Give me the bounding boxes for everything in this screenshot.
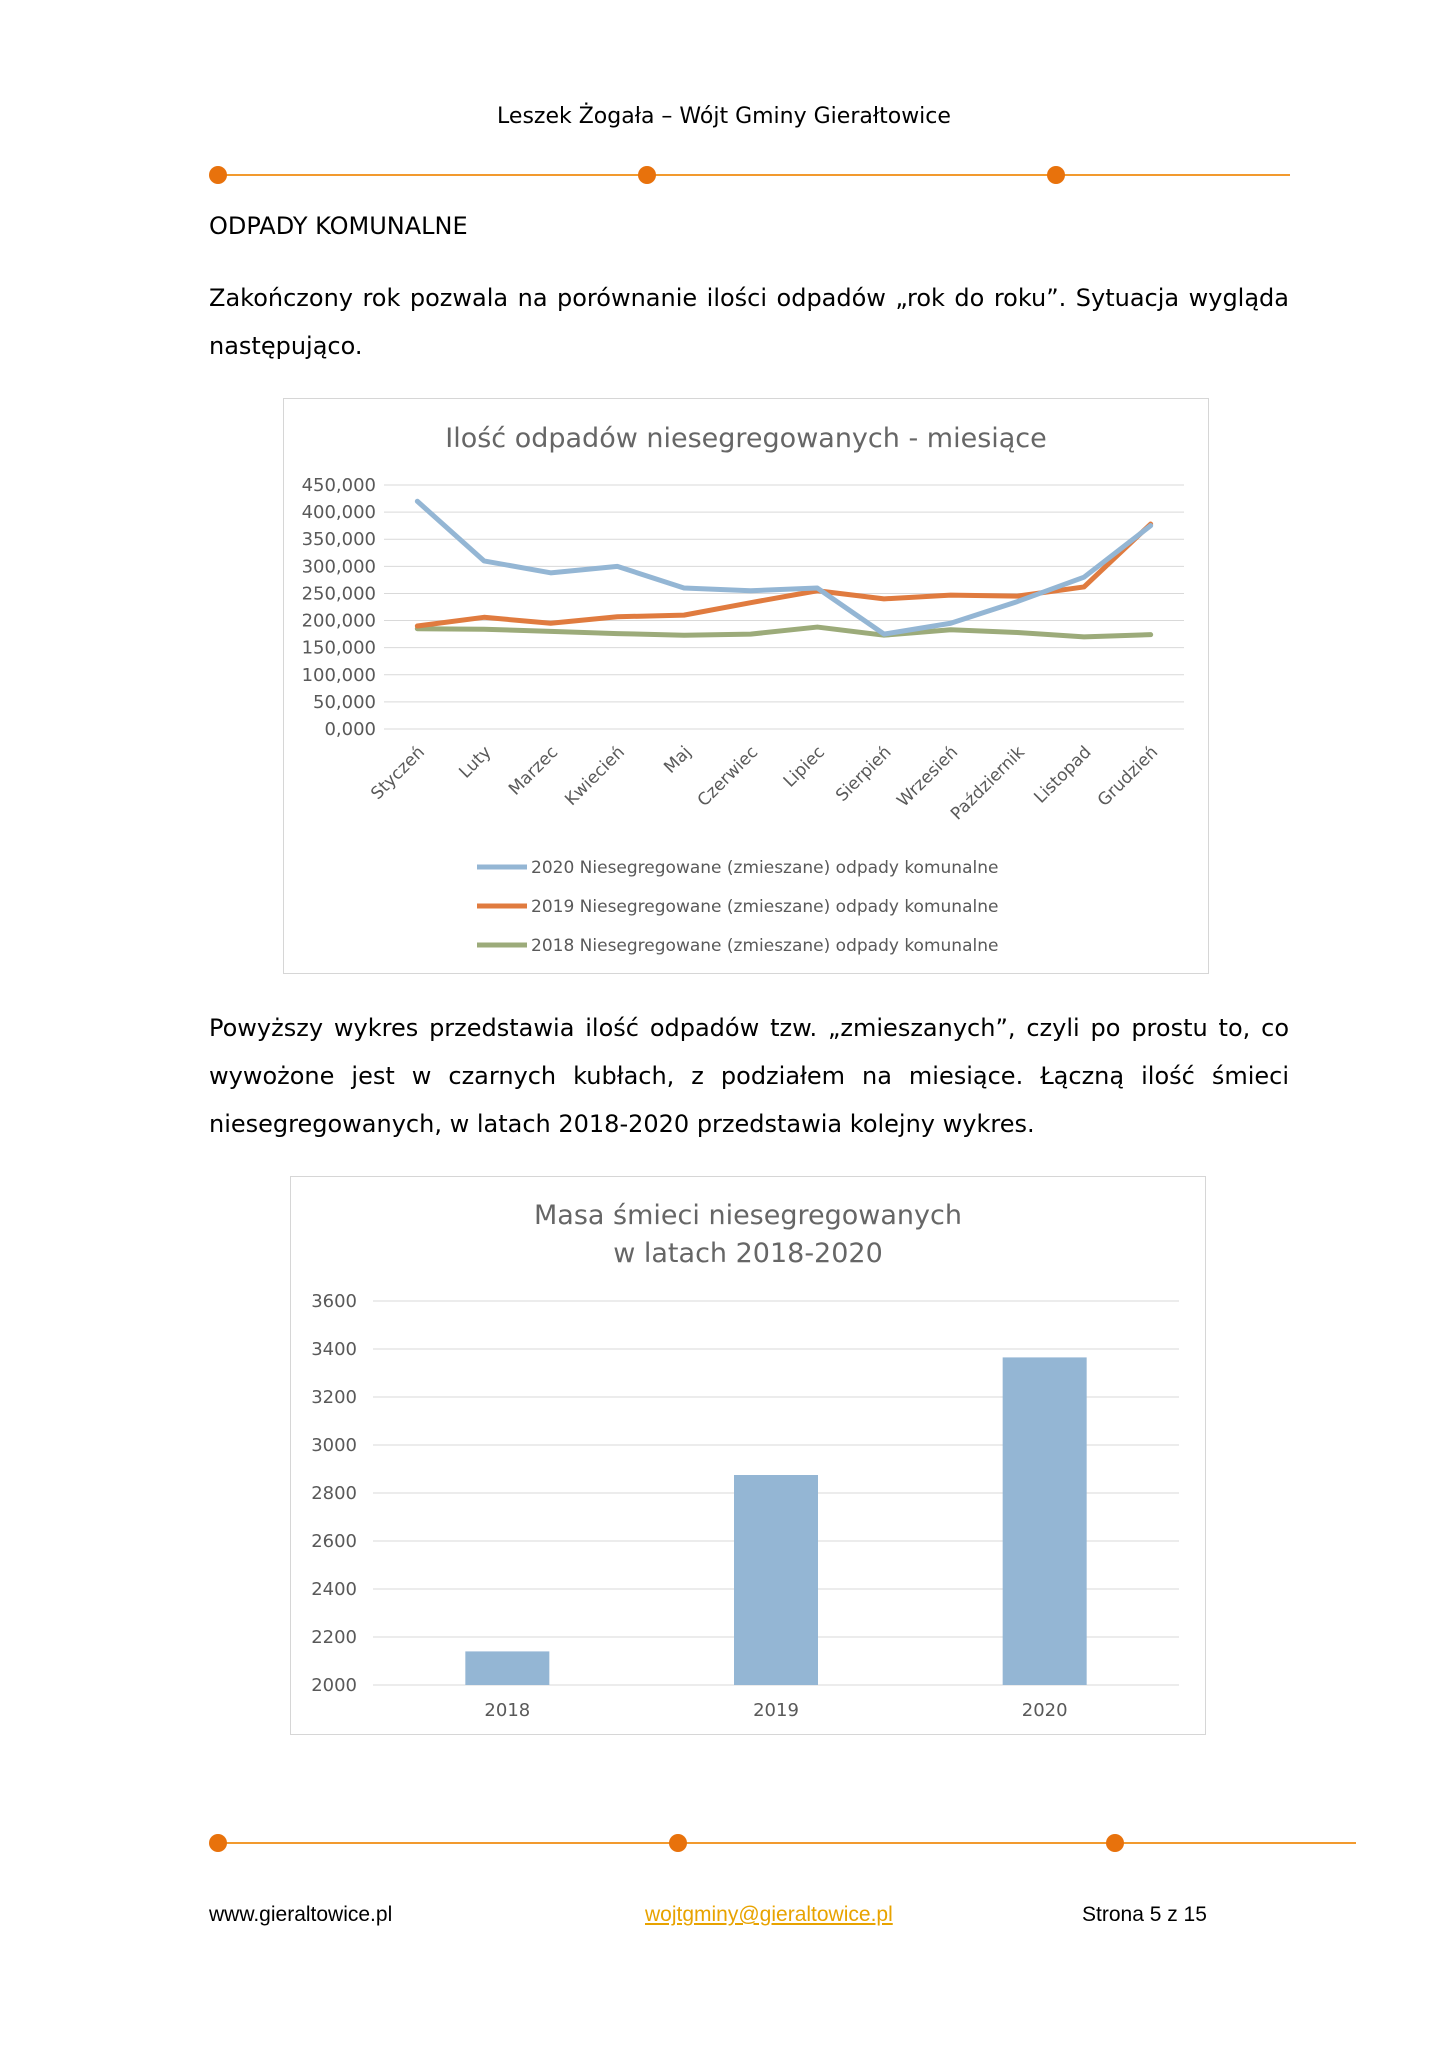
- description-paragraph: Powyższy wykres przedstawia ilość odpadów tzw. „zmieszanych”, czyli po prostu to, co wywożone jest w czarnych kubłach, z podziałem na miesiące. Łączną ilość śmieci niesegregowanych, w latach 2018-2020 przedstawia kolejny wykres.: [209, 1014, 1289, 1138]
- y-tick-label: 3000: [311, 1435, 357, 1456]
- x-tick-label: Sierpień: [832, 742, 896, 806]
- x-tick-label: Listopad: [1030, 742, 1096, 808]
- intro-paragraph: Zakończony rok pozwala na porównanie ilości odpadów „rok do roku”. Sytuacja wygląda następująco.: [209, 284, 1289, 360]
- x-tick-label: Kwiecień: [561, 742, 629, 810]
- header-title: Leszek Żogała – Wójt Gminy Gierałtowice: [497, 104, 951, 129]
- bar-2019: [734, 1475, 818, 1685]
- y-tick-label: 2400: [311, 1579, 357, 1600]
- bar-2018: [465, 1651, 549, 1685]
- x-tick-label: 2019: [753, 1700, 799, 1721]
- footer-divider-dot: [669, 1834, 687, 1852]
- x-tick-label: Wrzesień: [893, 742, 963, 812]
- monthly-line-chart: [283, 398, 1209, 974]
- series-line-2: [417, 627, 1150, 637]
- x-tick-label: Czerwiec: [693, 742, 763, 811]
- y-tick-label: 200,000: [301, 610, 376, 632]
- x-tick-label: Marzec: [505, 742, 563, 800]
- footer-divider: [218, 1842, 1356, 1844]
- x-tick-label: Styczeń: [367, 742, 429, 804]
- y-tick-label: 3400: [311, 1339, 357, 1360]
- section-heading: ODPADY KOMUNALNE: [209, 212, 468, 240]
- bar-2020: [1003, 1357, 1087, 1685]
- bar-chart-title-line2: w latach 2018-2020: [613, 1238, 883, 1269]
- legend-label: 2018 Niesegregowane (zmieszane) odpady komunalne: [531, 936, 999, 956]
- y-tick-label: 2200: [311, 1627, 357, 1648]
- y-tick-label: 400,000: [301, 502, 376, 524]
- y-tick-label: 350,000: [301, 529, 376, 551]
- footer-divider-dot: [1106, 1834, 1124, 1852]
- footer-divider-dot: [209, 1834, 227, 1852]
- y-tick-label: 150,000: [301, 637, 376, 659]
- y-tick-label: 450,000: [301, 475, 376, 496]
- footer-website[interactable]: www.gieraltowice.pl: [209, 1903, 393, 1926]
- line-chart-title: Ilość odpadów niesegregowanych - miesiące: [445, 423, 1047, 454]
- x-tick-label: Luty: [455, 742, 496, 783]
- legend-label: 2019 Niesegregowane (zmieszane) odpady komunalne: [531, 897, 999, 917]
- series-line-0: [417, 501, 1150, 634]
- y-tick-label: 0,000: [324, 719, 376, 740]
- footer-email-link[interactable]: wojtgminy@gieraltowice.pl: [645, 1903, 893, 1926]
- line-chart-svg: [284, 399, 1208, 973]
- y-tick-label: 3200: [311, 1387, 357, 1408]
- bar-chart-svg: [291, 1177, 1205, 1734]
- header-divider-dot: [209, 166, 227, 184]
- x-tick-label: 2018: [484, 1700, 531, 1721]
- y-tick-label: 50,000: [313, 691, 376, 713]
- x-tick-label: Maj: [660, 742, 696, 778]
- header-divider-dot: [1047, 166, 1065, 184]
- header-divider: [218, 174, 1290, 176]
- x-tick-label: Grudzień: [1093, 742, 1163, 811]
- x-tick-label: Lipiec: [779, 742, 829, 792]
- y-tick-label: 250,000: [301, 583, 376, 605]
- y-tick-label: 300,000: [301, 556, 376, 578]
- footer-page-number: Strona 5 z 15: [1082, 1903, 1207, 1926]
- header-divider-dot: [638, 166, 656, 184]
- x-tick-label: Październik: [947, 742, 1029, 825]
- x-tick-label: 2020: [1021, 1700, 1068, 1721]
- y-tick-label: 3600: [311, 1291, 357, 1312]
- yearly-bar-chart: [290, 1176, 1206, 1735]
- y-tick-label: 2600: [311, 1531, 357, 1552]
- bar-chart-title-line1: Masa śmieci niesegregowanych: [534, 1200, 962, 1231]
- y-tick-label: 2000: [311, 1675, 357, 1696]
- y-tick-label: 100,000: [301, 664, 376, 686]
- y-tick-label: 2800: [311, 1483, 357, 1504]
- legend-label: 2020 Niesegregowane (zmieszane) odpady komunalne: [531, 858, 999, 878]
